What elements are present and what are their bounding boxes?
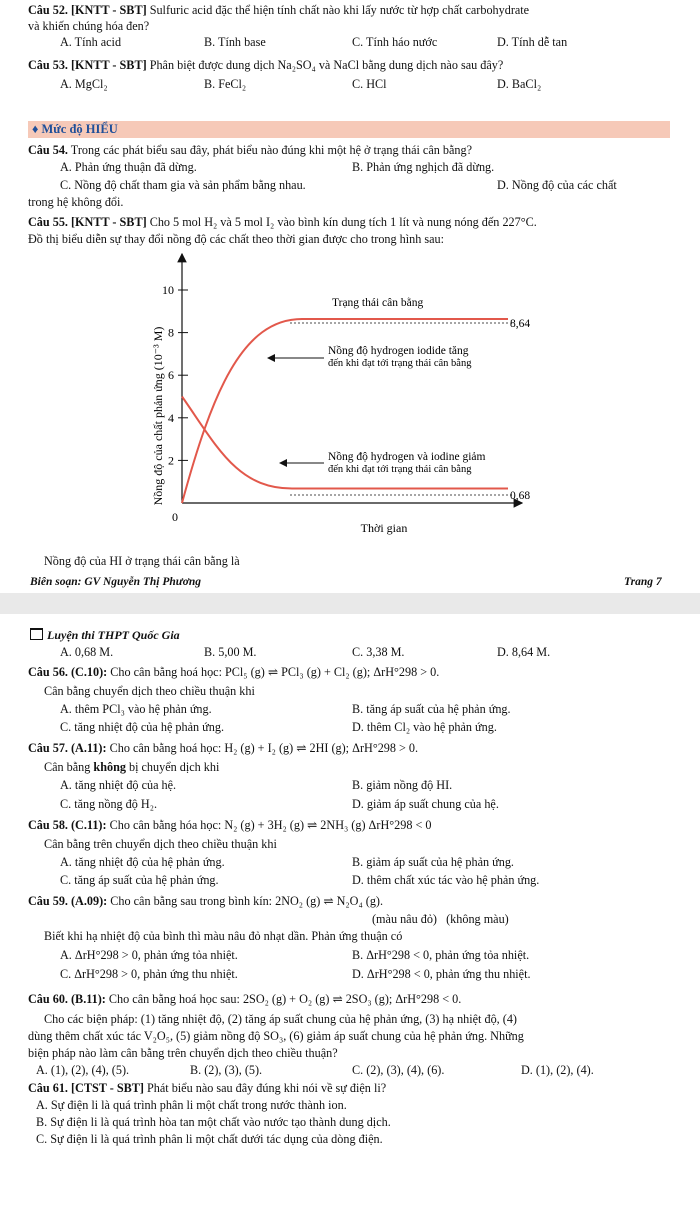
q60-line1: Câu 60. (B.11): Cho cân bằng hoá học sau: 2SO₂ (g) + O₂ (g) ⇌ 2SO₃ (g); ΔrH°298 < 0. <box>28 992 462 1006</box>
q53-option-a[interactable]: A. MgCl₂ <box>60 77 108 91</box>
q58-option-b[interactable]: B. giảm áp suất của hệ phản ứng. <box>352 855 514 869</box>
q57-option-a[interactable]: A. tăng nhiệt độ của hệ. <box>60 778 177 792</box>
hi-text-2: đến khi đạt tới trạng thái cân bằng <box>328 358 472 369</box>
q56-option-c[interactable]: C. tăng nhiệt độ của hệ phản ứng. <box>60 720 224 734</box>
concentration-time-chart <box>120 248 560 548</box>
q55-option-c[interactable]: C. 3,38 M. <box>352 645 405 659</box>
q59-option-a[interactable]: A. ΔrH°298 > 0, phản ứng tỏa nhiệt. <box>60 948 238 962</box>
q53-option-b[interactable]: B. FeCl₂ <box>204 77 247 91</box>
q60-body-2: dùng thêm chất xúc tác V₂O₅, (5) giảm nồng độ SO₃, (6) giảm áp suất chung của hệ phản ứng. Những <box>28 1029 524 1043</box>
level-heading-band <box>28 121 670 138</box>
y-tick-label: 10 <box>162 283 174 297</box>
q52-option-b[interactable]: B. Tính base <box>204 35 266 49</box>
x-axis-label: Thời gian <box>360 521 408 535</box>
q56-stem: Cân bằng chuyển dịch theo chiều thuận khi <box>44 684 255 698</box>
q61-line1: Câu 61. [CTST - SBT] Phát biểu nào sau đây đúng khi nói về sự điện li? <box>28 1081 387 1095</box>
q59-line1: Câu 59. (A.09): Cho cân bằng sau trong bình kín: 2NO₂ (g) ⇌ N₂O₄ (g). <box>28 894 384 908</box>
q53-option-c[interactable]: C. HCl <box>352 77 387 91</box>
q57-stem: Cân bằng không bị chuyển dịch khi <box>44 760 220 774</box>
q60-option-b[interactable]: B. (2), (3), (5). <box>190 1063 263 1077</box>
q58-line1: Câu 58. (C.11): Cho cân bằng hóa học: N₂ (g) + 3H₂ (g) ⇌ 2NH₃ (g) ΔrH°298 < 0 <box>28 818 432 832</box>
y-tick-label: 6 <box>168 368 174 383</box>
q54-option-b[interactable]: B. Phản ứng nghịch đã dừng. <box>352 160 495 174</box>
q57-line1: Câu 57. (A.11): Cho cân bằng hoá học: H₂ (g) + I₂ (g) ⇌ 2HI (g); ΔrH°298 > 0. <box>28 741 419 755</box>
q55-line1: Câu 55. [KNTT - SBT] Cho 5 mol H₂ và 5 mol I₂ vào bình kín dung tích 1 lít và nung nóng đến 227°C. <box>28 215 537 229</box>
q52-option-a[interactable]: A. Tính acid <box>60 35 122 49</box>
y-tick-label: 0 <box>172 510 178 524</box>
hi-text-1: Nồng độ hydrogen iodide tăng <box>328 345 469 357</box>
q57-option-b[interactable]: B. giảm nồng độ HI. <box>352 778 453 792</box>
equilibrium-label: Trạng thái cân bằng <box>332 297 424 309</box>
h2-text-2: đến khi đạt tới trạng thái cân bằng <box>328 464 472 475</box>
q61-option-a[interactable]: A. Sự điện li là quá trình phân li một chất trong nước thành ion. <box>36 1098 347 1112</box>
q55-line2: Đồ thị biểu diễn sự thay đổi nồng độ các chất theo thời gian được cho trong hình sau: <box>28 232 445 246</box>
q60-option-a[interactable]: A. (1), (2), (4), (5). <box>36 1063 130 1077</box>
y-tick-label: 8 <box>168 325 174 340</box>
h2-text-1: Nồng độ hydrogen và iodine giảm <box>328 451 486 463</box>
q54-option-d-cont: trong hệ không đổi. <box>28 195 124 209</box>
q57-option-d[interactable]: D. giảm áp suất chung của hệ. <box>352 797 499 811</box>
q59-option-b[interactable]: B. ΔrH°298 < 0, phản ứng tỏa nhiệt. <box>352 948 530 962</box>
h2-value-label: 0,68 <box>510 490 531 502</box>
q58-option-c[interactable]: C. tăng áp suất của hệ phản ứng. <box>60 873 219 887</box>
book-icon <box>30 628 43 640</box>
q57-option-c[interactable]: C. tăng nồng độ H₂. <box>60 797 158 811</box>
q59-stem: Biết khi hạ nhiệt độ của bình thì màu nâu đỏ nhạt dần. Phản ứng thuận có <box>44 929 403 943</box>
q60-body-1: Cho các biện pháp: (1) tăng nhiệt độ, (2) tăng áp suất chung của hệ phản ứng, (3) hạ nhiệt độ, (4) <box>44 1012 517 1026</box>
q54-option-d[interactable]: D. Nồng độ của các chất <box>497 178 617 192</box>
page-7 <box>0 0 700 593</box>
q55-option-d[interactable]: D. 8,64 M. <box>497 645 551 659</box>
q56-option-b[interactable]: B. tăng áp suất của hệ phản ứng. <box>352 702 511 716</box>
q56-option-a[interactable]: A. thêm PCl₃ vào hệ phản ứng. <box>60 702 212 716</box>
q61-option-b[interactable]: B. Sự điện li là quá trình hòa tan một chất vào nước tạo thành dung dịch. <box>36 1115 391 1129</box>
q55-option-a[interactable]: A. 0,68 M. <box>60 645 114 659</box>
q54-line1: Câu 54. Trong các phát biểu sau đây, phát biểu nào đúng khi một hệ ở trạng thái cân bằng? <box>28 143 472 157</box>
q56-line1: Câu 56. (C.10): Cho cân bằng hoá học: PCl₅ (g) ⇌ PCl₃ (g) + Cl₂ (g); ΔrH°298 > 0. <box>28 665 440 679</box>
q58-option-a[interactable]: A. tăng nhiệt độ của hệ phản ứng. <box>60 855 225 869</box>
q52-line1: Câu 52. [KNTT - SBT] Sulfuric acid đặc thể hiện tính chất nào khi lấy nước từ hợp chất carbohydrate <box>28 3 530 17</box>
q59-option-d[interactable]: D. ΔrH°298 < 0, phản ứng thu nhiệt. <box>352 967 531 981</box>
q52-line2: và khiến chúng hóa đen? <box>28 19 150 33</box>
q58-option-d[interactable]: D. thêm chất xúc tác vào hệ phản ứng. <box>352 873 540 887</box>
q59-option-c[interactable]: C. ΔrH°298 > 0, phản ứng thu nhiệt. <box>60 967 238 981</box>
footer-page-number: Trang 7 <box>624 576 662 588</box>
q58-stem: Cân bằng trên chuyển dịch theo chiều thuận khi <box>44 837 277 851</box>
q53-line1: Câu 53. [KNTT - SBT] Phân biệt được dung dịch Na₂SO₄ và NaCl bằng dung dịch nào sau đây? <box>28 58 504 72</box>
q54-option-c[interactable]: C. Nồng độ chất tham gia và sản phẩm bằng nhau. <box>60 178 306 192</box>
q52-option-c[interactable]: C. Tính háo nước <box>352 35 438 49</box>
q56-option-d[interactable]: D. thêm Cl₂ vào hệ phản ứng. <box>352 720 497 734</box>
y-tick-label: 2 <box>168 453 174 468</box>
footer-author: Biên soạn: GV Nguyễn Thị Phương <box>30 576 202 588</box>
q55-option-b[interactable]: B. 5,00 M. <box>204 645 257 659</box>
q60-option-d[interactable]: D. (1), (2), (4). <box>521 1063 594 1077</box>
q60-option-c[interactable]: C. (2), (3), (4), (6). <box>352 1063 445 1077</box>
y-tick-label: 4 <box>168 410 174 425</box>
q60-body-3: biện pháp nào làm cân bằng trên chuyển dịch theo chiều thuận? <box>28 1046 338 1060</box>
y-axis-label: Nồng độ của chất phản ứng (10⁻³ M) <box>151 326 165 506</box>
page-header: Luyện thi THPT Quốc Gia <box>30 628 180 643</box>
q53-option-d[interactable]: D. BaCl₂ <box>497 77 542 91</box>
level-heading: ♦ Mức độ HIỂU <box>32 122 118 136</box>
q55-question: Nồng độ của HI ở trạng thái cân bằng là <box>44 554 240 568</box>
q61-option-c[interactable]: C. Sự điện li là quá trình phân li một chất dưới tác dụng của dòng điện. <box>36 1132 383 1146</box>
y-ticks <box>162 283 188 524</box>
hi-value-label: 8,64 <box>510 318 531 330</box>
q52-option-d[interactable]: D. Tính dễ tan <box>497 35 568 49</box>
q54-option-a[interactable]: A. Phản ứng thuận đã dừng. <box>60 160 197 174</box>
q59-colors: (màu nâu đỏ) (không màu) <box>372 912 509 926</box>
